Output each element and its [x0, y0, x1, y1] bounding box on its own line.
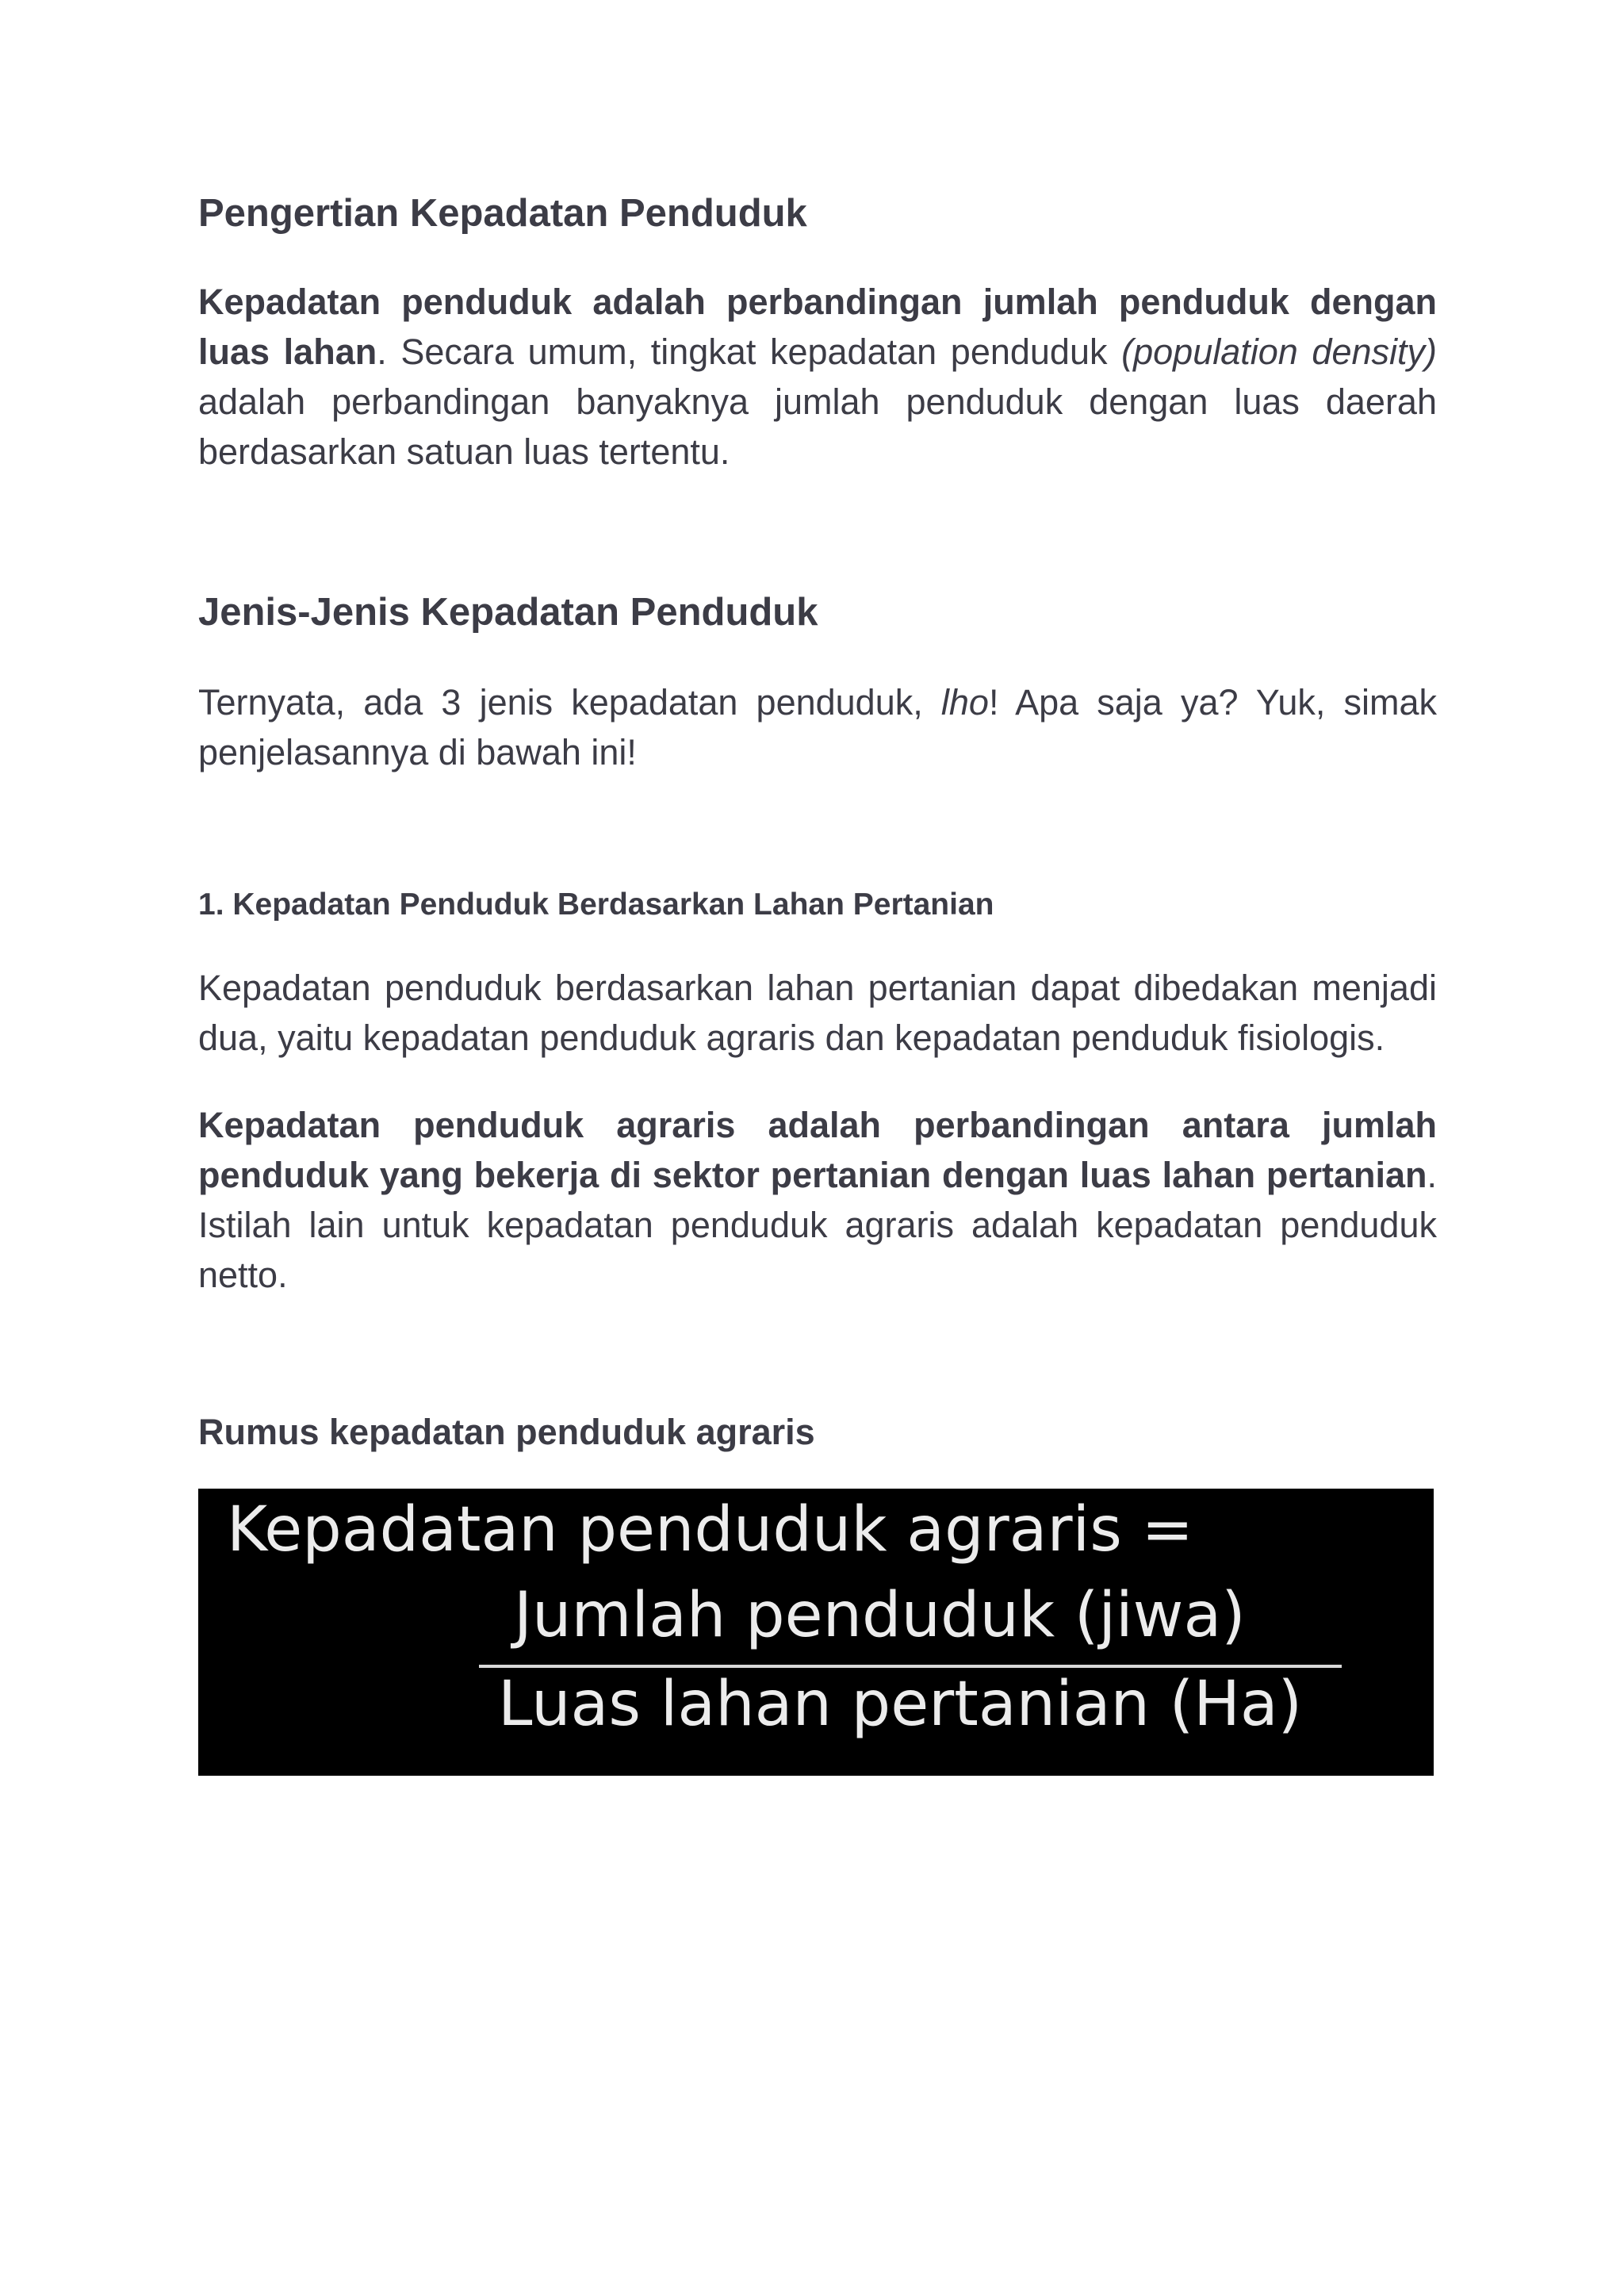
agraris-bold: Kepadatan penduduk agraris adalah perbandingan antara jumlah penduduk yang bekerja di sektor pertanian dengan luas lahan pertanian: [198, 1105, 1437, 1196]
section-title-pengertian: Pengertian Kepadatan Penduduk: [198, 192, 807, 235]
definition-italic: (population density): [1121, 331, 1437, 372]
formula-denominator: Luas lahan pertanian (Ha): [498, 1669, 1303, 1741]
definition-text-1: . Secara umum, tingkat kepadatan penduduk: [377, 331, 1122, 372]
jenis-text-2: ! Apa saja ya? Yuk, simak penjelasannya di bawah ini!: [198, 681, 1437, 772]
jenis-italic: lho: [940, 681, 989, 723]
formula-title: Rumus kepadatan penduduk agraris: [198, 1412, 815, 1453]
document-page: [198, 190, 1437, 1776]
definition-bold: Kepadatan penduduk adalah perbandingan jumlah penduduk dengan luas lahan: [198, 281, 1437, 372]
formula-numerator: Jumlah penduduk (jiwa): [514, 1580, 1246, 1652]
paragraph-jenis-intro: [198, 677, 1437, 777]
formula-left-side: Kepadatan penduduk agraris =: [227, 1494, 1193, 1566]
definition-text-2: adalah perbandingan banyaknya jumlah penduduk dengan luas daerah berdasarkan satuan luas tertentu.: [198, 381, 1437, 472]
subsection-title-lahan-pertanian: 1. Kepadatan Penduduk Berdasarkan Lahan Pertanian: [198, 887, 994, 922]
paragraph-definition: [198, 277, 1437, 477]
jenis-text-1: Ternyata, ada 3 jenis kepadatan penduduk,: [198, 681, 941, 723]
section-title-jenis: Jenis-Jenis Kepadatan Penduduk: [198, 590, 818, 634]
agraris-text: . Istilah lain untuk kepadatan penduduk agraris adalah kepadatan penduduk netto.: [198, 1155, 1437, 1296]
formula-image: [198, 1489, 1434, 1776]
paragraph-agraris: [198, 1100, 1437, 1300]
paragraph-lahan-pertanian: Kepadatan penduduk berdasarkan lahan pertanian dapat dibedakan menjadi dua, yaitu kepadatan penduduk agraris dan kepadatan penduduk fisiologis.: [198, 968, 1437, 1059]
